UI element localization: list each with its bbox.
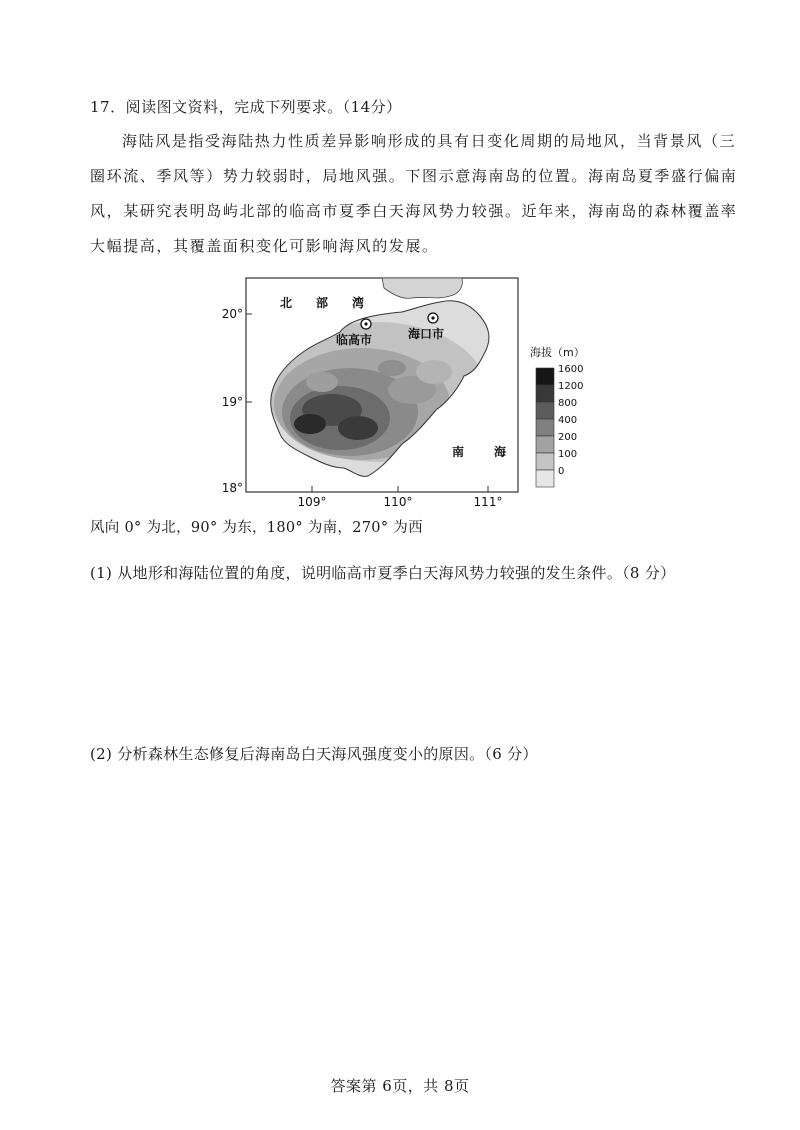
wind-direction-caption: 风向 0° 为北，90° 为东，180° 为南，270° 为西 <box>90 520 423 536</box>
hainan-map-figure <box>212 272 592 512</box>
lat-label-19: 19° <box>221 395 243 409</box>
lat-label-18: 18° <box>221 481 243 495</box>
legend-level-label: 1200 <box>558 381 584 392</box>
page-footer: 答案第 6页，共 8页 <box>330 1077 470 1095</box>
legend-swatch <box>536 385 554 402</box>
legend-swatch <box>536 419 554 436</box>
lingao-marker <box>361 319 371 329</box>
legend-swatch <box>536 368 554 385</box>
nanhai-label-1: 南 <box>452 445 465 459</box>
legend-swatch <box>536 402 554 419</box>
legend-swatch <box>536 453 554 470</box>
haikou-marker <box>428 313 438 323</box>
paragraph-line: 大幅提高，其覆盖面积变化可影响海风的发展。 <box>90 237 439 255</box>
legend-title: 海拔（m） <box>530 346 585 359</box>
sub-question-1: (1) 从地形和海陆位置的角度，说明临高市夏季白天海风势力较强的发生条件。（8 分） <box>90 564 676 582</box>
haikou-label: 海口市 <box>408 327 445 341</box>
lon-label-111: 111° <box>473 495 503 509</box>
legend-swatch <box>536 470 554 487</box>
question-title: 17．阅读图文资料，完成下列要求。（14分） <box>90 98 402 116</box>
lon-label-110: 110° <box>383 495 413 509</box>
lingao-label: 临高市 <box>336 333 373 347</box>
paragraph-line: 风，某研究表明岛屿北部的临高市夏季白天海风势力较强。近年来，海南岛的森林覆盖率 <box>90 202 738 220</box>
lat-label-20: 20° <box>221 307 243 321</box>
lon-label-109: 109° <box>297 495 327 509</box>
legend-level-label: 800 <box>558 398 578 409</box>
legend-swatch <box>536 436 554 453</box>
beibu-label-3: 湾 <box>352 296 365 310</box>
legend-level-label: 0 <box>558 466 565 477</box>
hainan-elevation-map <box>212 272 592 512</box>
sub-question-2: (2) 分析森林生态修复后海南岛白天海风强度变小的原因。（6 分） <box>90 745 538 763</box>
legend-level-label: 400 <box>558 415 578 426</box>
question-paragraph <box>90 124 738 264</box>
legend-level-label: 1600 <box>558 364 584 375</box>
paragraph-line: 圈环流、季风等）势力较弱时，局地风强。下图示意海南岛的位置。海南岛夏季盛行偏南 <box>90 167 738 185</box>
legend-level-label: 200 <box>558 432 578 443</box>
paragraph-line: 海陆风是指受海陆热力性质差异影响形成的具有日变化周期的局地风，当背景风（三 <box>122 132 737 150</box>
beibu-label-2: 部 <box>316 296 329 310</box>
nanhai-label-2: 海 <box>494 445 507 459</box>
legend-level-label: 100 <box>558 449 578 460</box>
beibu-label-1: 北 <box>280 296 293 310</box>
elevation-legend <box>530 345 585 487</box>
